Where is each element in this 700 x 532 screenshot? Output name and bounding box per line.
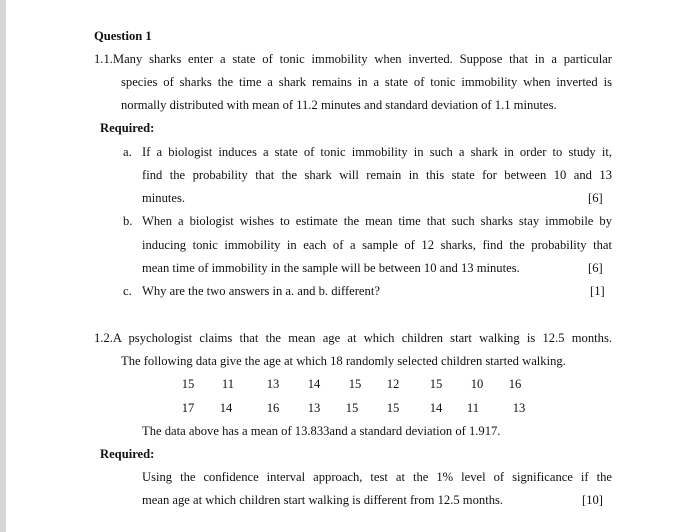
q1-1-line-2: species of sharks the time a shark remains in a state of tonic immobility when inverted is (121, 75, 612, 89)
required-label-1: Required: (100, 121, 155, 135)
q1-2-marks: [10] (582, 493, 603, 507)
data-value: 15 (348, 377, 362, 391)
item-c-label: c. (123, 284, 132, 298)
item-c-line-1: Why are the two answers in a. and b. different? (142, 284, 380, 298)
data-row-2 (6, 400, 700, 416)
item-b-marks: [6] (588, 261, 603, 275)
q1-2-req-line-2: mean age at which children start walking is different from 12.5 months. (142, 493, 504, 507)
data-value: 15 (181, 377, 195, 391)
data-value: 16 (508, 377, 522, 391)
data-value: 13 (512, 401, 526, 415)
data-value: 14 (429, 401, 443, 415)
data-value: 11 (466, 401, 480, 415)
item-a-line-3: minutes. (142, 191, 186, 205)
q1-2-req-line-1: Using the confidence interval approach, test at the 1% level of significance if the (142, 470, 612, 484)
data-row-1 (6, 376, 700, 392)
data-value: 14 (219, 401, 233, 415)
data-value: 11 (221, 377, 235, 391)
item-a-marks: [6] (588, 191, 603, 205)
item-b-line-3: mean time of immobility in the sample will be between 10 and 13 minutes. (142, 261, 520, 275)
data-value: 14 (307, 377, 321, 391)
item-b-line-1: When a biologist wishes to estimate the mean time that such sharks stay immobile by (142, 214, 612, 228)
data-value: 12 (386, 377, 400, 391)
data-value: 13 (307, 401, 321, 415)
question-title: Question 1 (94, 29, 152, 43)
item-a-label: a. (123, 145, 132, 159)
required-label-2: Required: (100, 447, 155, 461)
data-value: 15 (386, 401, 400, 415)
q1-2-line-1: 1.2.A psychologist claims that the mean age at which children start walking is 12.5 months. (94, 331, 612, 345)
q1-2-line-2: The following data give the age at which 18 randomly selected children started walking. (121, 354, 566, 368)
data-summary: The data above has a mean of 13.833and a standard deviation of 1.917. (142, 424, 501, 438)
item-a-line-2: find the probability that the shark will remain in this state for between 10 and 13 (142, 168, 612, 182)
item-a-line-1: If a biologist induces a state of tonic immobility in such a shark in order to study it, (142, 145, 612, 159)
q1-1-line-3: normally distributed with mean of 11.2 minutes and standard deviation of 1.1 minutes. (121, 98, 557, 112)
q1-1-line-1: 1.1.Many sharks enter a state of tonic immobility when inverted. Suppose that in a particular (94, 52, 612, 66)
data-value: 15 (429, 377, 443, 391)
item-b-label: b. (123, 214, 133, 228)
data-value: 16 (266, 401, 280, 415)
data-value: 13 (266, 377, 280, 391)
item-b-line-2: inducing tonic immobility in each of a sample of 12 sharks, find the probability that (142, 238, 612, 252)
data-value: 10 (470, 377, 484, 391)
item-c-marks: [1] (590, 284, 605, 298)
data-value: 15 (345, 401, 359, 415)
data-value: 17 (181, 401, 195, 415)
